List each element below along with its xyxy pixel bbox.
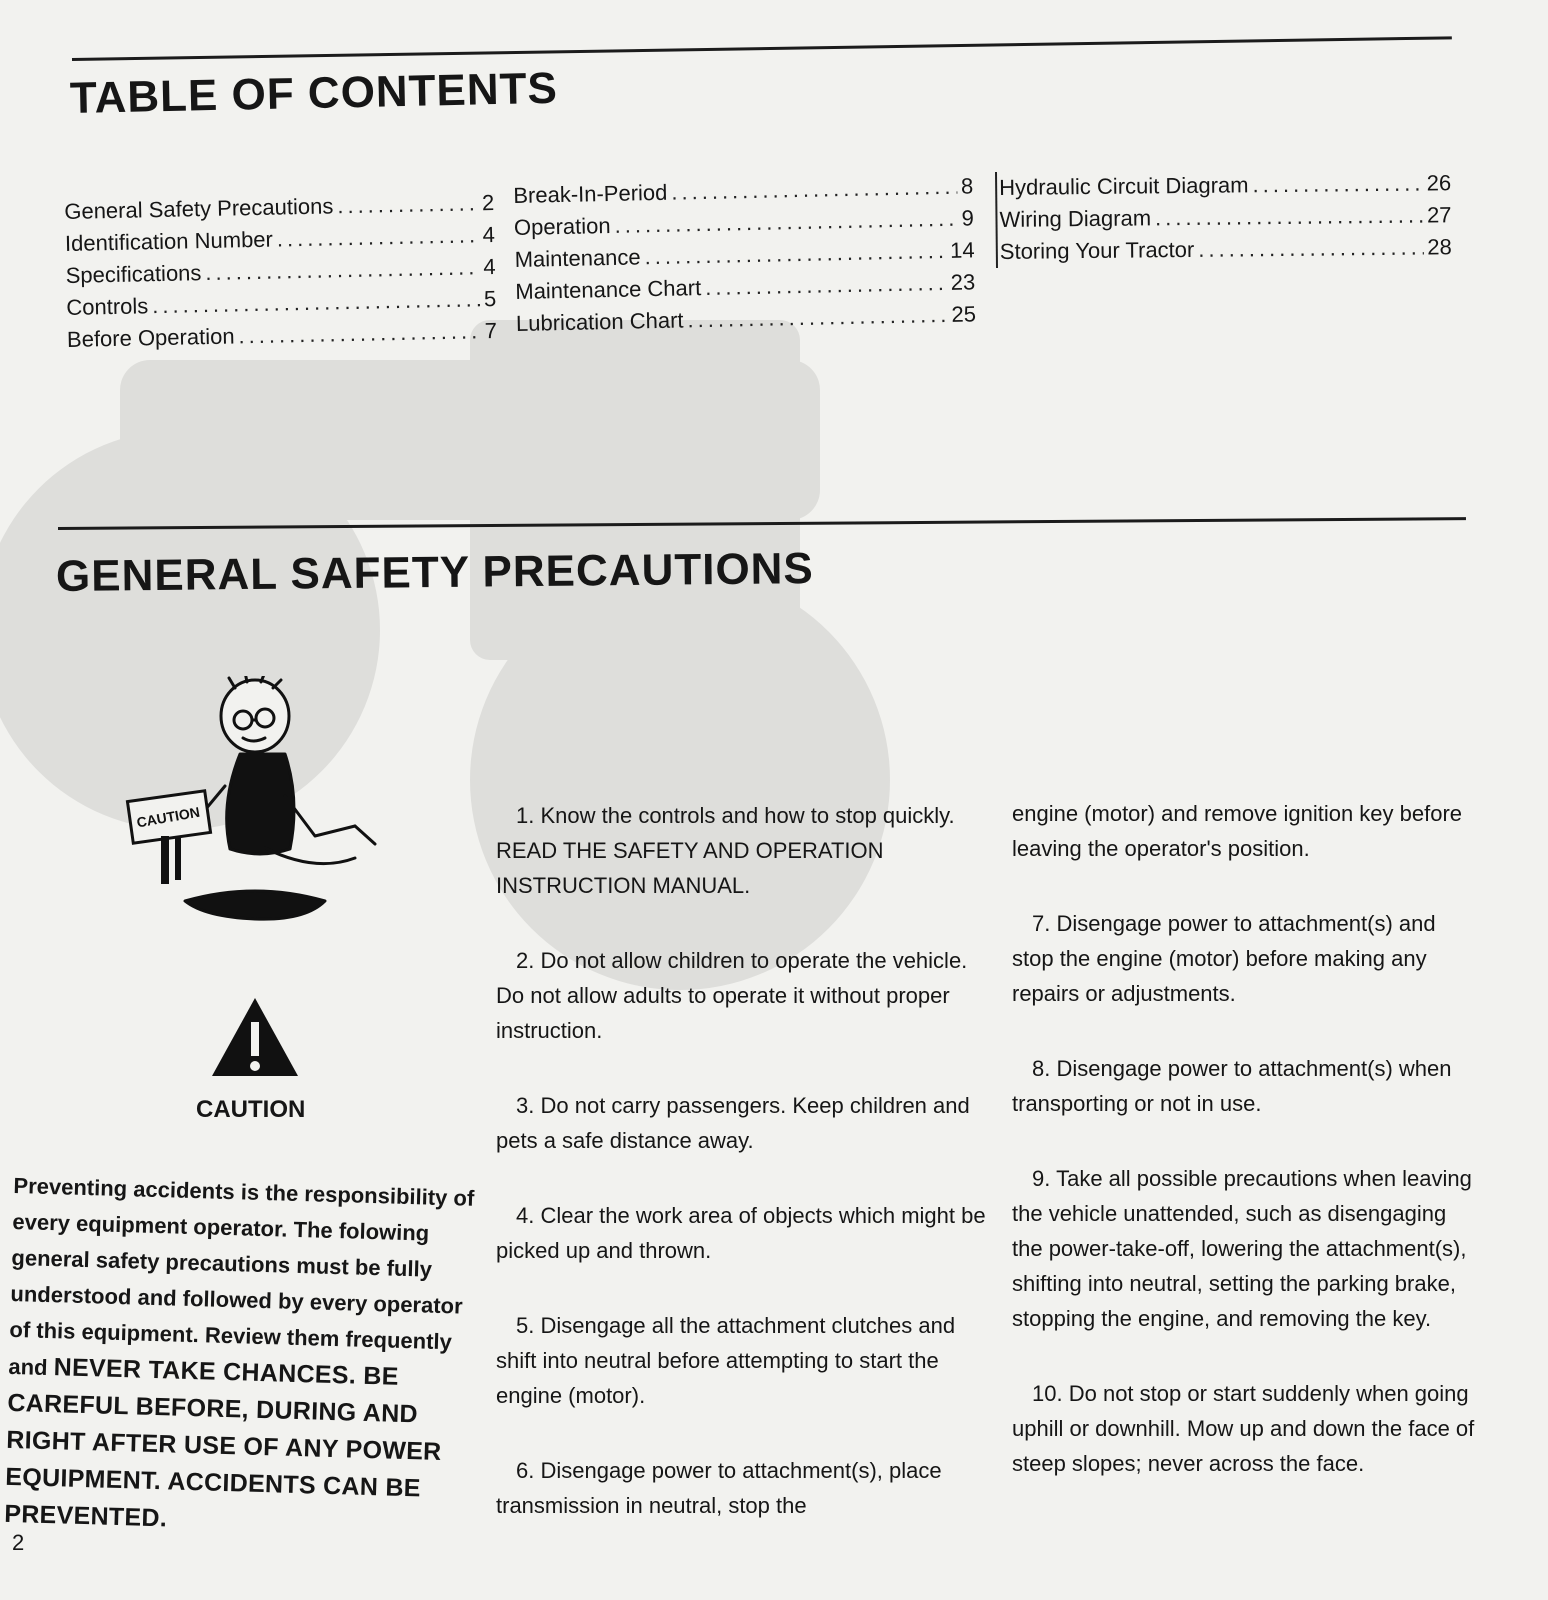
safety-item-number: 3.: [516, 1093, 535, 1118]
toc-title: TABLE OF CONTENTS: [69, 63, 559, 123]
safety-item: [1012, 1051, 1482, 1121]
safety-item: [496, 943, 991, 1048]
toc-entry[interactable]: [1000, 231, 1452, 268]
safety-item-text: Disengage power to attachment(s) when transporting or not in use.: [1012, 1056, 1452, 1116]
safety-item-text: Know the controls and how to stop quickly. READ THE SAFETY AND OPERATION INSTRUCTION MANUAL.: [496, 803, 955, 898]
toc-entry[interactable]: [999, 199, 1451, 236]
toc-entry-page: 28: [1427, 234, 1452, 260]
safety-item-text: Do not allow children to operate the vehicle. Do not allow adults to operate it without proper instruction.: [496, 948, 968, 1043]
warning-triangle-icon: [210, 996, 300, 1078]
toc-column-1: [64, 187, 497, 356]
safety-item-text: Take all possible precautions when leaving the vehicle unattended, such as disengaging the power-take-off, lowering the attachment(s), shifting into neutral, setting the parking brake, stopping the engine, and removing the key.: [1012, 1166, 1472, 1331]
toc-entry-label: Lubrication Chart: [515, 307, 684, 336]
safety-intro-text: Preventing accidents is the responsibility of every equipment operator. The folowing general safety precautions must be fully understood and followed by every operator of this equipment. Review them frequently and: [8, 1172, 475, 1381]
safety-item-text: Do not carry passengers. Keep children and pets a safe distance away.: [496, 1093, 970, 1153]
toc-entry-label: Hydraulic Circuit Diagram: [999, 172, 1249, 200]
safety-item-text: Disengage power to attachment(s) and stop the engine (motor) before making any repairs or adjustments.: [1012, 911, 1436, 1006]
safety-item-number: 1.: [516, 803, 535, 828]
top-divider: [72, 36, 1452, 61]
toc-entry-page: 4: [482, 221, 496, 248]
caution-sign-text: CAUTION: [135, 803, 201, 831]
safety-item: [1012, 1161, 1482, 1336]
toc-entry-label: Wiring Diagram: [999, 205, 1152, 232]
safety-section-title: GENERAL SAFETY PRECAUTIONS: [55, 544, 815, 601]
safety-item-number: 5.: [516, 1313, 535, 1338]
toc-entry-page: 8: [960, 173, 974, 199]
page-number: 2: [12, 1530, 25, 1555]
caution-cartoon-illustration: [125, 676, 425, 946]
toc-entry-label: Specifications: [65, 260, 202, 288]
safety-item-number: 9.: [1032, 1166, 1051, 1191]
toc-entry-label: Identification Number: [64, 226, 274, 256]
safety-item: [496, 1453, 991, 1523]
safety-intro-paragraph: [4, 1168, 484, 1546]
toc-entry[interactable]: [999, 167, 1451, 204]
toc-entry-page: 25: [951, 301, 977, 327]
toc-entry-label: Storing Your Tractor: [999, 236, 1195, 264]
safety-item-number: 10.: [1032, 1381, 1063, 1406]
toc-entry-label: Controls: [66, 293, 149, 320]
safety-list-column-right: [1012, 796, 1482, 1521]
safety-item-number: 4.: [516, 1203, 535, 1228]
toc-entry-page: 23: [950, 269, 976, 295]
safety-item-text: Disengage all the attachment clutches and shift into neutral before attempting to start the engine (motor).: [496, 1313, 956, 1408]
caution-label: CAUTION: [196, 1096, 306, 1123]
safety-item-text: Do not stop or start suddenly when going uphill or downhill. Mow up and down the face of steep slopes; never across the face.: [1012, 1381, 1475, 1476]
toc-entry-page: 26: [1426, 170, 1452, 196]
toc-column-3: [995, 167, 1452, 268]
toc-entry-label: General Safety Precautions: [64, 193, 334, 224]
safety-item-number: 7.: [1032, 911, 1051, 936]
safety-item: [496, 798, 991, 903]
safety-item: [496, 1088, 991, 1158]
toc-entry-page: 4: [483, 253, 496, 280]
toc-entry-page: 9: [961, 205, 975, 231]
safety-item-number: 6.: [516, 1458, 535, 1483]
toc-entry-label: Break-In-Period: [513, 179, 668, 208]
toc-entry-page: 7: [484, 317, 498, 344]
safety-item-number: 8.: [1032, 1056, 1051, 1081]
toc-entry-label: Maintenance: [514, 244, 641, 272]
safety-item-number: 2.: [516, 948, 535, 973]
toc-entry-page: 5: [483, 285, 497, 312]
safety-intro-warning: NEVER TAKE CHANCES. BE CAREFUL BEFORE, DURING AND RIGHT AFTER USE OF ANY POWER EQUIPMENT. ACCIDENTS CAN BE PREVENTED.: [3, 1353, 442, 1533]
safety-list-column-middle: [496, 798, 991, 1563]
toc-column-2: [513, 170, 976, 340]
toc-entry-label: Operation: [513, 212, 611, 240]
toc-entry-label: Before Operation: [66, 323, 235, 352]
toc-entry-page: 27: [1426, 202, 1452, 228]
toc-entry-page: 14: [949, 237, 975, 263]
toc-entry-page: 2: [481, 189, 495, 216]
safety-item: [1012, 1376, 1482, 1481]
safety-item-text: engine (motor) and remove ignition key before leaving the operator's position.: [1012, 801, 1463, 861]
safety-item: [496, 1308, 991, 1413]
safety-item: [496, 1198, 991, 1268]
toc-entry-label: Maintenance Chart: [515, 275, 702, 304]
safety-item-continuation: [1012, 796, 1482, 866]
safety-item: [1012, 906, 1482, 1011]
safety-item-text: Clear the work area of objects which might be picked up and thrown.: [496, 1203, 986, 1263]
safety-item-text: Disengage power to attachment(s), place transmission in neutral, stop the: [496, 1458, 942, 1518]
